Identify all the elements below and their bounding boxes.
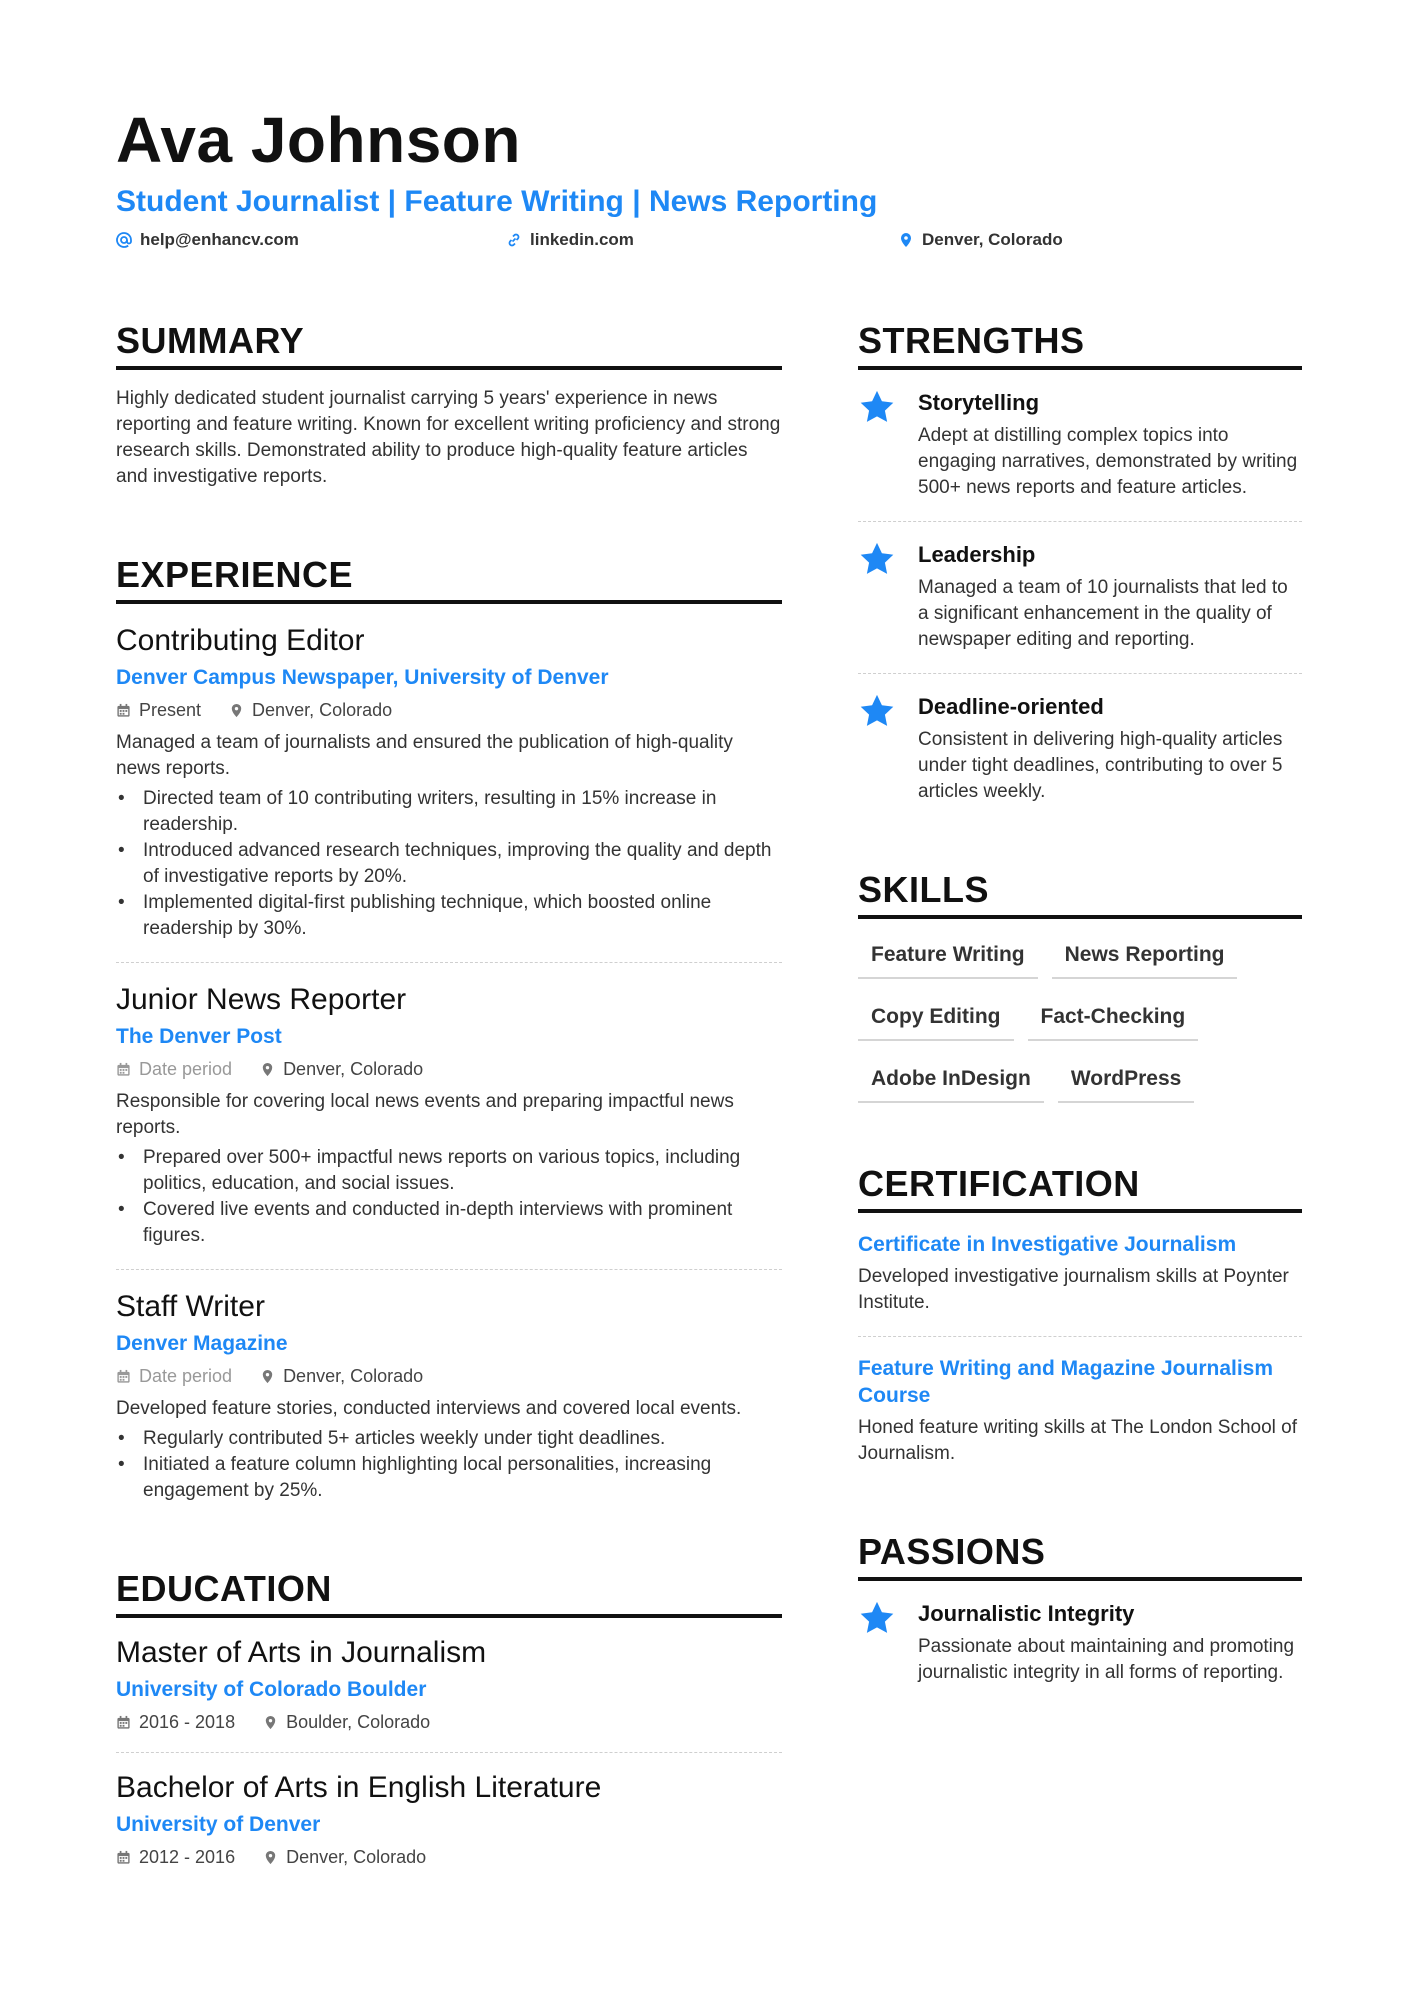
job-location xyxy=(260,1364,423,1388)
company-name: Denver Campus Newspaper, University of Denver xyxy=(116,666,609,689)
contact-row xyxy=(116,230,1306,258)
job-meta xyxy=(116,1057,782,1081)
strength-description: Managed a team of 10 journalists that led to a significant enhancement in the quality of newspaper editing and reporting. xyxy=(918,577,1288,650)
job-location xyxy=(229,698,392,722)
job-date xyxy=(116,1057,232,1081)
skills-section xyxy=(858,867,1302,1119)
job-location-text: Denver, Colorado xyxy=(283,1366,424,1386)
passion-title: Journalistic Integrity xyxy=(918,1601,1135,1626)
contact-location xyxy=(898,230,1063,250)
job-meta xyxy=(116,1364,782,1388)
education-dates xyxy=(116,1710,235,1734)
contact-location-text: Denver, Colorado xyxy=(922,230,1063,249)
skill-tag: Copy Editing xyxy=(858,995,1014,1041)
location-pin-icon xyxy=(898,232,914,248)
link-icon xyxy=(506,232,522,248)
certification-title: Certificate in Investigative Journalism xyxy=(858,1233,1237,1256)
school-name: University of Denver xyxy=(116,1813,321,1836)
certification-description: Honed feature writing skills at The London School of Journalism. xyxy=(858,1417,1298,1464)
experience-item xyxy=(116,963,782,1270)
left-column xyxy=(116,318,782,1887)
job-location-text: Denver, Colorado xyxy=(283,1059,424,1079)
summary-section xyxy=(116,318,782,490)
right-column xyxy=(858,318,1302,1706)
strength-description: Adept at distilling complex topics into engaging narratives, demonstrated by writing 500+ news reports and feature articles. xyxy=(918,425,1298,498)
candidate-name: Ava Johnson xyxy=(116,104,521,176)
education-location xyxy=(263,1845,426,1869)
section-title: SKILLS xyxy=(858,867,1302,919)
at-icon xyxy=(116,232,132,248)
calendar-icon xyxy=(116,1062,131,1077)
experience-item xyxy=(116,1270,782,1524)
job-bullet: • Initiated a feature column highlighting local personalities, increasing engagement by 25%. xyxy=(116,1452,782,1504)
job-bullet: • Directed team of 10 contributing writers, resulting in 15% increase in readership. xyxy=(116,786,782,838)
education-dates xyxy=(116,1845,235,1869)
job-date-text: Date period xyxy=(139,1059,233,1079)
location-pin-icon xyxy=(260,1062,275,1077)
passion-description: Passionate about maintaining and promoting journalistic integrity in all forms of reporting. xyxy=(918,1636,1295,1683)
skill-tag: WordPress xyxy=(1058,1057,1195,1103)
education-item xyxy=(116,1753,782,1887)
skills-list xyxy=(858,933,1302,1119)
job-meta xyxy=(116,698,782,722)
job-bullets xyxy=(116,1426,782,1504)
certification-section xyxy=(858,1161,1302,1487)
calendar-icon xyxy=(116,703,131,718)
job-date xyxy=(116,698,201,722)
job-description: Responsible for covering local news events and preparing impactful news reports. xyxy=(116,1091,734,1138)
job-bullet: • Regularly contributed 5+ articles weekly under tight deadlines. xyxy=(116,1426,782,1452)
job-date xyxy=(116,1364,232,1388)
strengths-section xyxy=(858,318,1302,825)
job-title: Contributing Editor xyxy=(116,624,365,657)
education-dates-text: 2016 - 2018 xyxy=(139,1712,236,1732)
company-name: Denver Magazine xyxy=(116,1332,288,1355)
skill-tag: Adobe InDesign xyxy=(858,1057,1044,1103)
contact-email-text: help@enhancv.com xyxy=(140,230,299,249)
degree-title: Bachelor of Arts in English Literature xyxy=(116,1771,602,1804)
location-pin-icon xyxy=(260,1369,275,1384)
certification-description: Developed investigative journalism skills at Poynter Institute. xyxy=(858,1266,1289,1313)
education-section xyxy=(116,1566,782,1887)
section-title: CERTIFICATION xyxy=(858,1161,1302,1213)
education-meta xyxy=(116,1710,782,1734)
job-description: Developed feature stories, conducted interviews and covered local events. xyxy=(116,1398,742,1419)
calendar-icon xyxy=(116,1369,131,1384)
contact-email[interactable] xyxy=(116,230,299,250)
star-icon xyxy=(858,692,896,730)
company-name: The Denver Post xyxy=(116,1025,282,1048)
contact-linkedin[interactable] xyxy=(506,230,634,250)
strength-item xyxy=(858,522,1302,674)
education-location-text: Denver, Colorado xyxy=(286,1847,427,1867)
star-icon xyxy=(858,388,896,426)
strength-title: Storytelling xyxy=(918,390,1040,415)
education-location xyxy=(263,1710,430,1734)
job-date-text: Date period xyxy=(139,1366,233,1386)
certification-item xyxy=(858,1337,1302,1487)
contact-linkedin-text: linkedin.com xyxy=(530,230,634,249)
job-title: Junior News Reporter xyxy=(116,983,407,1016)
job-bullet: • Covered live events and conducted in-depth interviews with prominent figures. xyxy=(116,1197,782,1249)
job-bullets xyxy=(116,786,782,942)
job-bullet: • Introduced advanced research techniques, improving the quality and depth of investigative reports by 20%. xyxy=(116,838,782,890)
strength-title: Deadline-oriented xyxy=(918,694,1104,719)
section-title: EXPERIENCE xyxy=(116,552,782,604)
job-bullet: • Implemented digital-first publishing technique, which boosted online readership by 30%. xyxy=(116,890,782,942)
education-location-text: Boulder, Colorado xyxy=(286,1712,431,1732)
location-pin-icon xyxy=(229,703,244,718)
passions-section xyxy=(858,1529,1302,1706)
strength-item xyxy=(858,674,1302,825)
school-name: University of Colorado Boulder xyxy=(116,1678,427,1701)
experience-item xyxy=(116,604,782,963)
calendar-icon xyxy=(116,1715,131,1730)
job-location-text: Denver, Colorado xyxy=(252,700,393,720)
strength-description: Consistent in delivering high-quality articles under tight deadlines, contributing to over 5 articles weekly. xyxy=(918,729,1283,802)
experience-section xyxy=(116,552,782,1524)
job-date-text: Present xyxy=(139,700,202,720)
section-title: STRENGTHS xyxy=(858,318,1302,370)
certification-title: Feature Writing and Magazine Journalism Course xyxy=(858,1357,1274,1407)
section-title: PASSIONS xyxy=(858,1529,1302,1581)
education-dates-text: 2012 - 2016 xyxy=(139,1847,236,1867)
job-title: Staff Writer xyxy=(116,1290,265,1323)
location-pin-icon xyxy=(263,1850,278,1865)
skill-tag: Fact-Checking xyxy=(1028,995,1199,1041)
strength-item xyxy=(858,370,1302,522)
job-bullets xyxy=(116,1145,782,1249)
job-location xyxy=(260,1057,423,1081)
job-bullet: • Prepared over 500+ impactful news reports on various topics, including politics, education, and social issues. xyxy=(116,1145,782,1197)
education-item xyxy=(116,1618,782,1753)
resume-header xyxy=(116,104,1306,258)
degree-title: Master of Arts in Journalism xyxy=(116,1636,487,1669)
section-title: SUMMARY xyxy=(116,318,782,370)
strength-title: Leadership xyxy=(918,542,1036,567)
candidate-headline: Student Journalist | Feature Writing | News Reporting xyxy=(116,185,878,218)
job-description: Managed a team of journalists and ensured the publication of high-quality news reports. xyxy=(116,732,733,779)
certification-item xyxy=(858,1213,1302,1337)
skill-tag: News Reporting xyxy=(1052,933,1238,979)
summary-text: Highly dedicated student journalist carrying 5 years' experience in news reporting and feature writing. Known for excellent writing proficiency and strong research skills. Demonstrated ability to produce high-quality feature articles and investigative reports. xyxy=(116,388,781,487)
location-pin-icon xyxy=(263,1715,278,1730)
skill-tag: Feature Writing xyxy=(858,933,1038,979)
passion-item xyxy=(858,1581,1302,1706)
star-icon xyxy=(858,1599,896,1637)
calendar-icon xyxy=(116,1850,131,1865)
section-title: EDUCATION xyxy=(116,1566,782,1618)
education-meta xyxy=(116,1845,782,1869)
star-icon xyxy=(858,540,896,578)
